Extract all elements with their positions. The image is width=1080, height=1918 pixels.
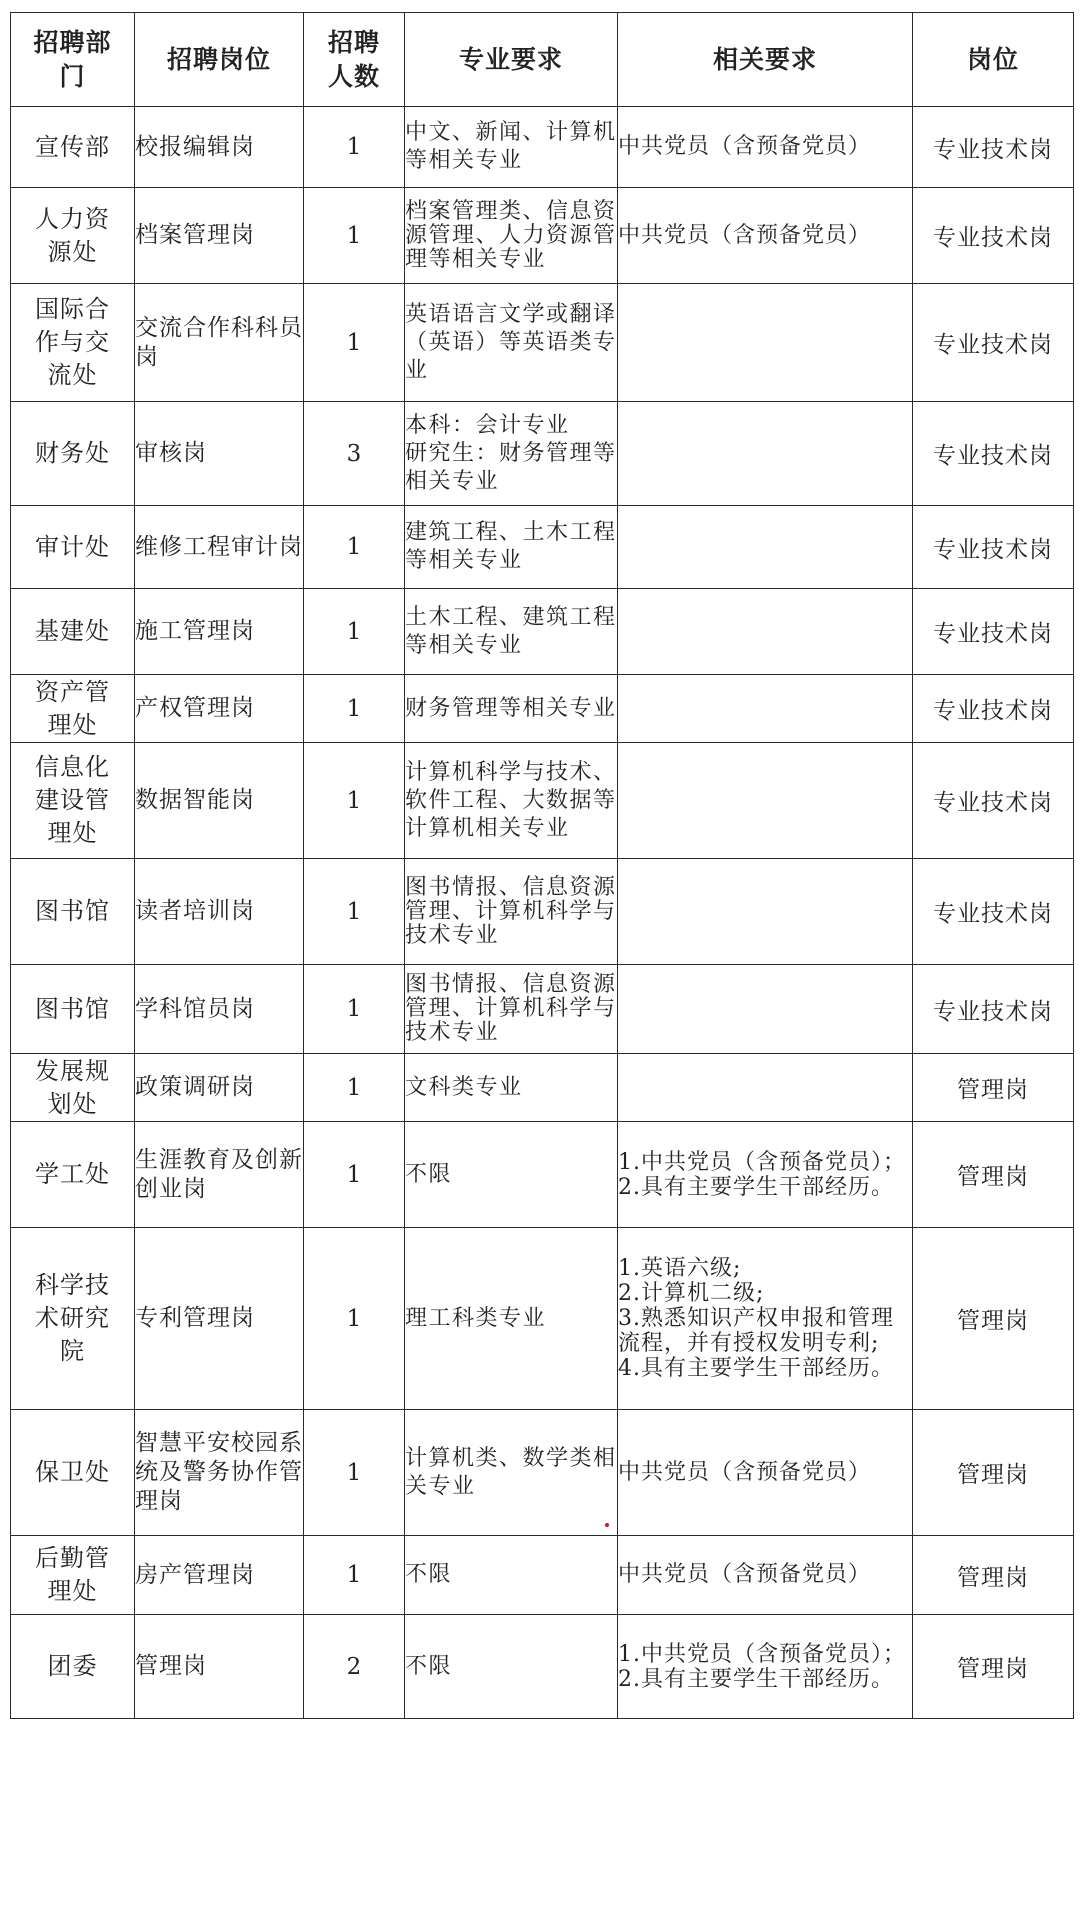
cell-requirements: 1.中共党员（含预备党员）； 2.具有主要学生干部经历。 xyxy=(618,1615,913,1719)
recruitment-table xyxy=(10,12,1074,1719)
cell-requirements: 1.英语六级; 2.计算机二级; 3.熟悉知识产权申报和管理流程，并有授权发明专利; 4.具有主要学生干部经历。 xyxy=(618,1228,913,1410)
table-row xyxy=(11,965,1074,1054)
cell-count: 1 xyxy=(304,107,405,188)
table-row xyxy=(11,284,1074,402)
cell-type: 管理岗 xyxy=(913,1615,1074,1719)
cell-major: 土木工程、建筑工程等相关专业 xyxy=(405,589,618,675)
cell-dept: 学工处 xyxy=(11,1122,135,1228)
header-position: 招聘岗位 xyxy=(135,13,304,107)
cell-major: 建筑工程、土木工程等相关专业 xyxy=(405,506,618,589)
header-major: 专业要求 xyxy=(405,13,618,107)
table-row xyxy=(11,1536,1074,1615)
cell-position: 智慧平安校园系统及警务协作管理岗 xyxy=(135,1410,304,1536)
cell-major: 不限 xyxy=(405,1536,618,1615)
cell-requirements: 中共党员（含预备党员） xyxy=(618,1410,913,1536)
cell-type: 专业技术岗 xyxy=(913,859,1074,965)
cell-count: 1 xyxy=(304,284,405,402)
cell-count: 1 xyxy=(304,1122,405,1228)
table-row xyxy=(11,1410,1074,1536)
cell-requirements: 1.中共党员（含预备党员）； 2.具有主要学生干部经历。 xyxy=(618,1122,913,1228)
cell-count: 1 xyxy=(304,859,405,965)
cell-major: 理工科类专业 xyxy=(405,1228,618,1410)
cell-requirements xyxy=(618,1054,913,1122)
cell-position: 房产管理岗 xyxy=(135,1536,304,1615)
cell-major: 档案管理类、信息资源管理、人力资源管理等相关专业 xyxy=(405,188,618,284)
cell-count: 1 xyxy=(304,965,405,1054)
table-row xyxy=(11,1615,1074,1719)
table-row xyxy=(11,107,1074,188)
cell-requirements xyxy=(618,589,913,675)
table-row xyxy=(11,859,1074,965)
cell-position: 档案管理岗 xyxy=(135,188,304,284)
cell-type: 管理岗 xyxy=(913,1122,1074,1228)
cell-requirements: 中共党员（含预备党员） xyxy=(618,188,913,284)
cell-position: 校报编辑岗 xyxy=(135,107,304,188)
cell-type: 专业技术岗 xyxy=(913,402,1074,506)
cell-requirements xyxy=(618,965,913,1054)
cell-position: 交流合作科科员岗 xyxy=(135,284,304,402)
cell-major: 本科：会计专业 研究生：财务管理等相关专业 xyxy=(405,402,618,506)
cell-major: 英语语言文学或翻译（英语）等英语类专业 xyxy=(405,284,618,402)
cell-type: 专业技术岗 xyxy=(913,107,1074,188)
cell-dept: 团委 xyxy=(11,1615,135,1719)
cell-dept: 信息化建设管理处 xyxy=(11,743,135,859)
header-row xyxy=(11,13,1074,107)
header-count: 招聘人数 xyxy=(304,13,405,107)
cell-count: 2 xyxy=(304,1615,405,1719)
cell-position: 学科馆员岗 xyxy=(135,965,304,1054)
cell-dept: 宣传部 xyxy=(11,107,135,188)
cell-position: 产权管理岗 xyxy=(135,675,304,743)
cell-dept: 财务处 xyxy=(11,402,135,506)
cell-dept: 后勤管理处 xyxy=(11,1536,135,1615)
table-row xyxy=(11,402,1074,506)
cell-major: 中文、新闻、计算机等相关专业 xyxy=(405,107,618,188)
cell-dept: 国际合作与交流处 xyxy=(11,284,135,402)
table-row xyxy=(11,506,1074,589)
cell-position: 读者培训岗 xyxy=(135,859,304,965)
cell-type: 管理岗 xyxy=(913,1536,1074,1615)
cell-position: 施工管理岗 xyxy=(135,589,304,675)
cell-type: 专业技术岗 xyxy=(913,965,1074,1054)
cell-count: 1 xyxy=(304,1228,405,1410)
cell-type: 专业技术岗 xyxy=(913,589,1074,675)
cell-count: 1 xyxy=(304,506,405,589)
cell-count: 1 xyxy=(304,743,405,859)
cell-major: 不限 xyxy=(405,1122,618,1228)
table-row xyxy=(11,188,1074,284)
cell-dept: 发展规划处 xyxy=(11,1054,135,1122)
table-row xyxy=(11,1228,1074,1410)
cell-count: 1 xyxy=(304,188,405,284)
red-dot-mark xyxy=(605,1523,609,1527)
table-row xyxy=(11,1054,1074,1122)
cell-count: 1 xyxy=(304,1054,405,1122)
cell-dept: 基建处 xyxy=(11,589,135,675)
cell-dept: 人力资源处 xyxy=(11,188,135,284)
cell-count: 1 xyxy=(304,1536,405,1615)
cell-position: 生涯教育及创新创业岗 xyxy=(135,1122,304,1228)
cell-position: 维修工程审计岗 xyxy=(135,506,304,589)
header-type: 岗位 xyxy=(913,13,1074,107)
cell-dept: 图书馆 xyxy=(11,965,135,1054)
cell-type: 专业技术岗 xyxy=(913,743,1074,859)
cell-position: 政策调研岗 xyxy=(135,1054,304,1122)
cell-type: 管理岗 xyxy=(913,1228,1074,1410)
cell-requirements: 中共党员（含预备党员） xyxy=(618,107,913,188)
cell-requirements: 中共党员（含预备党员） xyxy=(618,1536,913,1615)
cell-major: 计算机类、数学类相关专业 xyxy=(405,1410,618,1536)
cell-major: 图书情报、信息资源管理、计算机科学与技术专业 xyxy=(405,965,618,1054)
cell-position: 审核岗 xyxy=(135,402,304,506)
cell-position: 专利管理岗 xyxy=(135,1228,304,1410)
cell-type: 专业技术岗 xyxy=(913,188,1074,284)
cell-major: 不限 xyxy=(405,1615,618,1719)
cell-major: 图书情报、信息资源管理、计算机科学与技术专业 xyxy=(405,859,618,965)
table-row xyxy=(11,1122,1074,1228)
cell-type: 管理岗 xyxy=(913,1410,1074,1536)
cell-major: 计算机科学与技术、软件工程、大数据等计算机相关专业 xyxy=(405,743,618,859)
cell-dept: 审计处 xyxy=(11,506,135,589)
cell-requirements xyxy=(618,284,913,402)
cell-position: 管理岗 xyxy=(135,1615,304,1719)
cell-requirements xyxy=(618,506,913,589)
table-row xyxy=(11,675,1074,743)
cell-count: 1 xyxy=(304,1410,405,1536)
cell-position: 数据智能岗 xyxy=(135,743,304,859)
header-requirements: 相关要求 xyxy=(618,13,913,107)
table-row xyxy=(11,589,1074,675)
cell-type: 专业技术岗 xyxy=(913,506,1074,589)
table-row xyxy=(11,743,1074,859)
cell-type: 专业技术岗 xyxy=(913,675,1074,743)
cell-requirements xyxy=(618,859,913,965)
cell-requirements xyxy=(618,402,913,506)
cell-count: 1 xyxy=(304,675,405,743)
cell-count: 1 xyxy=(304,589,405,675)
cell-dept: 保卫处 xyxy=(11,1410,135,1536)
cell-major: 财务管理等相关专业 xyxy=(405,675,618,743)
header-dept: 招聘部门 xyxy=(11,13,135,107)
cell-requirements xyxy=(618,743,913,859)
cell-type: 专业技术岗 xyxy=(913,284,1074,402)
cell-requirements xyxy=(618,675,913,743)
cell-count: 3 xyxy=(304,402,405,506)
cell-major: 文科类专业 xyxy=(405,1054,618,1122)
cell-dept: 科学技术研究院 xyxy=(11,1228,135,1410)
cell-type: 管理岗 xyxy=(913,1054,1074,1122)
cell-dept: 资产管理处 xyxy=(11,675,135,743)
cell-dept: 图书馆 xyxy=(11,859,135,965)
